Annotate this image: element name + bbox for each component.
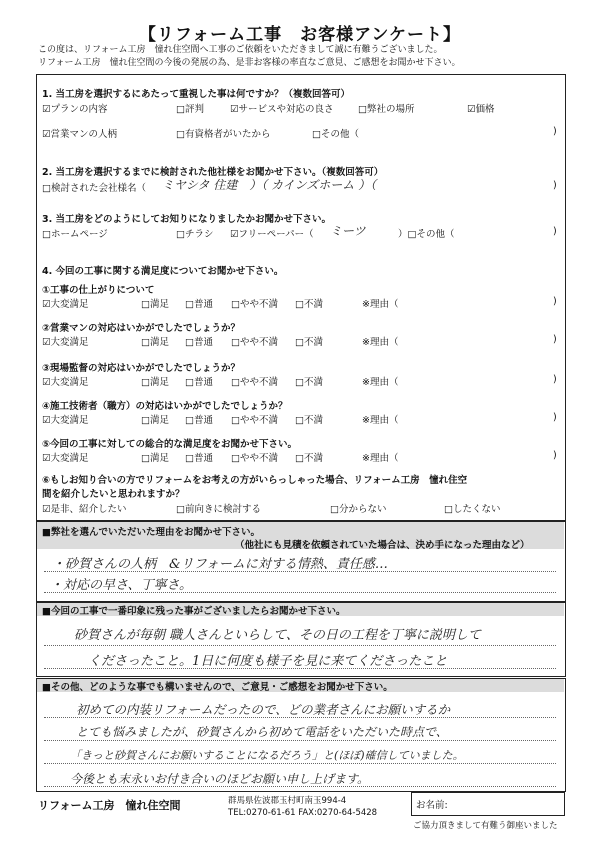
- q4-item-1-satisfied[interactable]: □満足: [141, 299, 169, 310]
- q3-title: 3. 当工房をどのようにしてお知りになりましたかお聞かせ下さい。: [42, 214, 332, 225]
- q1-option-plan[interactable]: ☑プランの内容: [42, 104, 108, 115]
- q3-option-other[interactable]: ）□その他（: [398, 229, 455, 240]
- q3-option-freepaper[interactable]: ☑フリーペーパー（: [230, 229, 314, 240]
- name-field[interactable]: [456, 793, 562, 813]
- q4-item-5-close-paren: ): [553, 450, 557, 461]
- q4-item-2-unsatisfied[interactable]: □不満: [295, 337, 323, 348]
- q3-answer: ミーツ: [330, 224, 366, 238]
- q3-option-flyer[interactable]: □チラシ: [176, 229, 214, 240]
- q1-option-other[interactable]: □その他（: [312, 129, 359, 140]
- impression-answer-2: くださったこと。1日に何度も様子を見に来てくださったこと: [88, 654, 448, 669]
- q4-title: 4. 今回の工事に関する満足度についてお聞かせ下さい。: [42, 266, 284, 277]
- name-label: お名前:: [416, 800, 448, 811]
- q6-title-line-2: 間を紹介したいと思われますか？: [42, 489, 185, 500]
- q4-item-1-unsatisfied[interactable]: □不満: [295, 299, 323, 310]
- q1-option-price[interactable]: ☑価格: [467, 104, 495, 115]
- q4-item-4-satisfied[interactable]: □満足: [141, 415, 169, 426]
- q6-title-line-1: ⑥もしお知り合いの方でリフォームをお考えの方がいらっしゃった場合、リフォーム工房 憧れ住空: [42, 475, 468, 486]
- comment-line-2: [44, 740, 556, 741]
- reason-answer-2: ・対応の早さ、丁寧さ。: [50, 578, 192, 593]
- q1-option-qualified[interactable]: □有資格者がいたから: [176, 129, 271, 140]
- q4-item-4-somewhat-unsatisfied[interactable]: □やや不満: [231, 415, 278, 426]
- q4-item-2-close-paren: ): [553, 334, 557, 345]
- q4-item-1-very-satisfied[interactable]: ☑大変満足: [42, 299, 89, 310]
- q4-item-1-reason[interactable]: ※理由（: [362, 299, 399, 310]
- footer-thanks: ご協力頂きまして有難う御座いました: [413, 821, 558, 831]
- q2-close-paren: ): [553, 180, 557, 191]
- q1-option-service[interactable]: ☑サービスや対応の良さ: [230, 104, 334, 115]
- q4-item-2-satisfied[interactable]: □満足: [141, 337, 169, 348]
- q4-item-2-question: ②営業マンの対応はいかがでしたでしょうか？: [42, 323, 241, 334]
- impression-title: ■今回の工事で一番印象に残った事がございましたらお聞かせ下さい。: [42, 606, 346, 617]
- q4-item-5-neutral[interactable]: □普通: [185, 453, 213, 464]
- q4-item-4-reason[interactable]: ※理由（: [362, 415, 399, 426]
- comment-answer-3: 「きっと砂賀さんにお願いすることになるだろう」と(ほぼ)確信していました。: [70, 749, 464, 762]
- q1-title: 1. 当工房を選択するにあたって重視した事は何ですか？（複数回答可）: [42, 89, 351, 100]
- q4-item-3-somewhat-unsatisfied[interactable]: □やや不満: [231, 377, 278, 388]
- q4-item-4-close-paren: ): [553, 412, 557, 423]
- q3-option-homepage[interactable]: □ホームページ: [42, 229, 108, 240]
- footer-address: 群馬県佐波郡玉村町南玉994-4: [228, 796, 347, 806]
- q4-item-4-question: ④施工技術者（職方）の対応はいかがでしたでしょうか？: [42, 401, 288, 412]
- q2-title: 2. 当工房を選択するまでに検討された他社様をお聞かせ下さい。（複数回答可）: [42, 167, 384, 178]
- reason-answer-1: ・砂賀さんの人柄 &リフォームに対する情熱、責任感…: [52, 557, 388, 572]
- q4-item-3-satisfied[interactable]: □満足: [141, 377, 169, 388]
- q4-item-5-unsatisfied[interactable]: □不満: [295, 453, 323, 464]
- impression-line-1: [44, 645, 556, 646]
- q4-item-5-reason[interactable]: ※理由（: [362, 453, 399, 464]
- reason-subtitle: （他社にも見積を依頼されていた場合は、決め手になった理由など）: [235, 540, 530, 551]
- q1-option-salesman[interactable]: ☑営業マンの人柄: [42, 129, 118, 140]
- comment-title: ■その他、どのような事でも構いませんので、ご意見・ご感想をお聞かせ下さい。: [42, 682, 393, 693]
- q4-item-5-satisfied[interactable]: □満足: [141, 453, 169, 464]
- footer-tel-fax: TEL:0270-61-61 FAX:0270-64-5428: [228, 808, 378, 818]
- q4-item-1-question: ①工事の仕上がりについて: [42, 285, 155, 296]
- comment-answer-1: 初めての内装リフォームだったので、どの業者さんにお願いするか: [76, 702, 451, 717]
- intro-line-1: この度は、リフォーム工房 憧れ住空間へ工事のご依頼をいただきまして誠に有難うございました。: [38, 45, 443, 55]
- q4-item-1-neutral[interactable]: □普通: [185, 299, 213, 310]
- q4-item-5-somewhat-unsatisfied[interactable]: □やや不満: [231, 453, 278, 464]
- comment-answer-4: 今後とも末永いお付き合いのほどお願い申し上げます。: [70, 772, 370, 786]
- q4-item-3-very-satisfied[interactable]: ☑大変満足: [42, 377, 89, 388]
- q4-item-1-somewhat-unsatisfied[interactable]: □やや不満: [231, 299, 278, 310]
- comment-answer-2: とても悩みましたが、砂賀さんから初めて電話をいただいた時点で、: [76, 725, 448, 739]
- q4-item-1-close-paren: ): [553, 296, 557, 307]
- q2-answer: ミヤシタ 住建 ）（ カインズホーム ）（: [162, 178, 377, 192]
- q6-option-consider[interactable]: □前向きに検討する: [176, 504, 261, 515]
- q4-item-3-close-paren: ): [553, 374, 557, 385]
- q2-label[interactable]: □検討された会社様名（: [42, 183, 146, 194]
- footer-company: リフォーム工房 憧れ住空間: [38, 799, 181, 812]
- q3-close-paren: ): [553, 226, 557, 237]
- comment-line-3: [44, 763, 556, 764]
- q4-item-3-unsatisfied[interactable]: □不満: [295, 377, 323, 388]
- q4-item-4-unsatisfied[interactable]: □不満: [295, 415, 323, 426]
- q4-item-5-very-satisfied[interactable]: ☑大変満足: [42, 453, 89, 464]
- q1-option-location[interactable]: □弊社の場所: [358, 104, 415, 115]
- q4-item-2-very-satisfied[interactable]: ☑大変満足: [42, 337, 89, 348]
- reason-title: ■弊社を選んでいただいた理由をお聞かせ下さい。: [42, 527, 260, 538]
- q6-option-dontknow[interactable]: □分からない: [330, 504, 387, 515]
- page-title: 【リフォーム工事 お客様アンケート】: [138, 25, 462, 45]
- q6-option-no[interactable]: □したくない: [444, 504, 501, 515]
- q4-item-3-neutral[interactable]: □普通: [185, 377, 213, 388]
- q1-option-reputation[interactable]: □評判: [176, 104, 204, 115]
- q6-option-yes[interactable]: ☑是非、紹介したい: [42, 504, 127, 515]
- q4-item-4-very-satisfied[interactable]: ☑大変満足: [42, 415, 89, 426]
- q4-item-4-neutral[interactable]: □普通: [185, 415, 213, 426]
- q4-item-2-neutral[interactable]: □普通: [185, 337, 213, 348]
- intro-line-2: リフォーム工房 憧れ住空間の今後の発展の為、是非お客様の率直なご意見、ご感想をお聞かせ下さい。: [38, 58, 461, 68]
- impression-answer-1: 砂賀さんが毎朝 職人さんといらして、その日の工程を丁寧に説明して: [74, 628, 481, 643]
- q1-close-paren: ): [553, 126, 557, 137]
- q4-item-3-reason[interactable]: ※理由（: [362, 377, 399, 388]
- q4-item-3-question: ③現場監督の対応はいかがでしたでしょうか？: [42, 363, 241, 374]
- q4-item-2-reason[interactable]: ※理由（: [362, 337, 399, 348]
- q4-item-5-question: ⑤今回の工事に対しての総合的な満足度をお聞かせ下さい。: [42, 439, 298, 450]
- q4-item-2-somewhat-unsatisfied[interactable]: □やや不満: [231, 337, 278, 348]
